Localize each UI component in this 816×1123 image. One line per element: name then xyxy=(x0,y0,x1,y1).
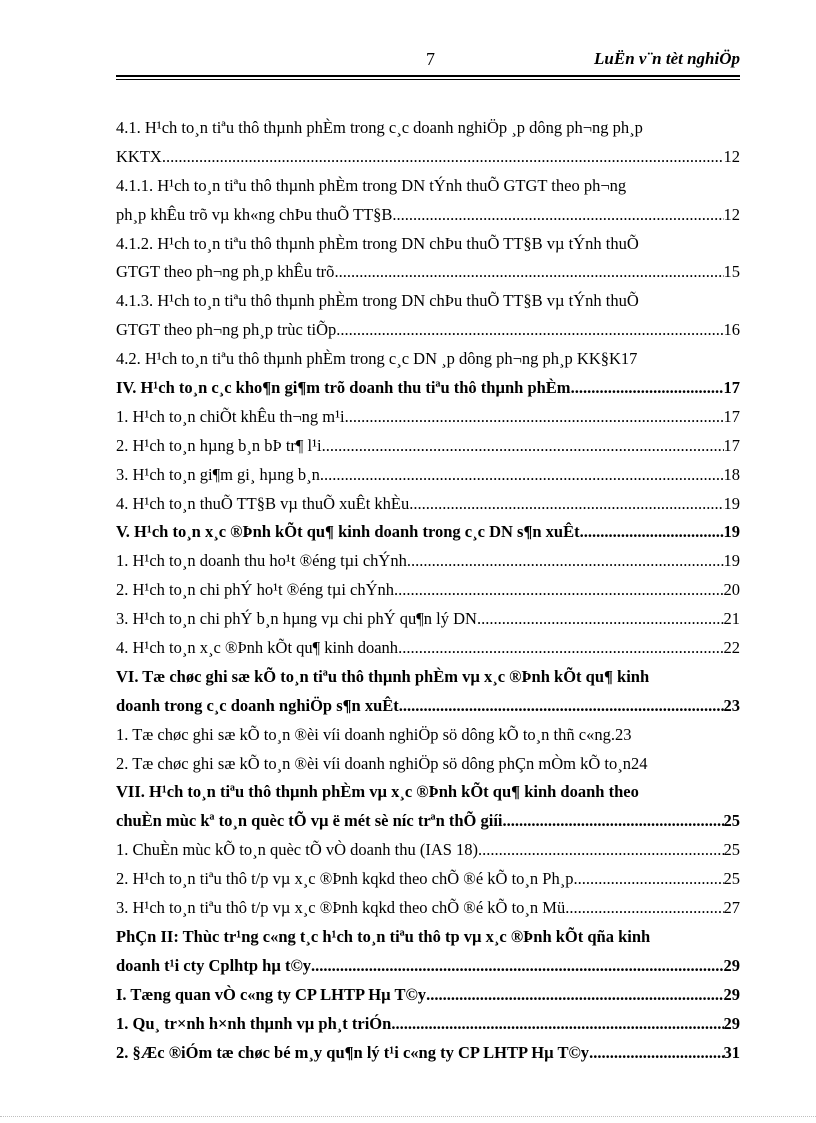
toc-dot-leader xyxy=(639,778,740,807)
toc-dot-leader xyxy=(407,547,724,576)
toc-entry-text: 4.2. H¹ch to¸n tiªu thô thµnh phÈm trong c¸c DN ¸p dông ph¬ng ph¸p KK§K17 xyxy=(116,349,638,369)
toc-entry xyxy=(116,374,740,403)
toc-entry xyxy=(116,663,740,692)
toc-entry-text: PhÇn II: Thùc tr¹ng c«ng t¸c h¹ch to¸n tiªu thô tp vµ x¸c ®Þnh kÕt qña kinh xyxy=(116,926,651,946)
toc-entry-text: 3. H¹ch to¸n tiªu thô t/p vµ x¸c ®Þnh kqkd theo chÕ ®é kÕ to¸n Mü xyxy=(116,898,566,918)
toc-entry-text: 3. H¹ch to¸n gi¶m gi¸ hµng b¸n xyxy=(116,464,320,484)
toc-dot-leader xyxy=(477,605,724,634)
toc-dot-leader xyxy=(322,432,724,461)
toc-dot-leader xyxy=(426,981,723,1010)
toc-dot-leader xyxy=(643,114,740,143)
toc-dot-leader xyxy=(320,461,724,490)
toc-page-number: 12 xyxy=(723,204,740,224)
toc-entry-text: 1. Tæ chøc ghi sæ kÕ to¸n ®èi víi doanh nghiÖp sö dông kÕ to¸n thñ c«ng.23 xyxy=(116,724,632,744)
toc-page-number: 25 xyxy=(723,840,740,860)
toc-entry xyxy=(116,461,740,490)
toc-entry xyxy=(116,345,740,374)
toc-entry xyxy=(116,490,740,519)
toc-entry-text: 1. H¹ch to¸n chiÕt khÊu th¬ng m¹i xyxy=(116,406,345,426)
toc-page-number: 27 xyxy=(723,898,740,918)
toc-entry xyxy=(116,258,740,287)
toc-page-number: 17 xyxy=(723,406,740,426)
toc-page-number: 21 xyxy=(723,609,740,629)
toc-entry xyxy=(116,432,740,461)
toc-dot-leader xyxy=(392,201,723,230)
toc-entry xyxy=(116,605,740,634)
toc-entry-text: 4. H¹ch to¸n x¸c ®Þnh kÕt qu¶ kinh doanh xyxy=(116,638,399,658)
toc-dot-leader xyxy=(391,1010,723,1039)
toc-dot-leader xyxy=(639,230,740,259)
toc-entry xyxy=(116,316,740,345)
toc-entry-text: 2. H¹ch to¸n chi phÝ ho¹t ®éng tµi chÝnh xyxy=(116,580,395,600)
toc-entry xyxy=(116,750,740,779)
toc-page-number: 29 xyxy=(723,984,740,1004)
toc-entry xyxy=(116,1010,740,1039)
toc-page-number: 23 xyxy=(723,695,740,715)
toc-entry-text: V. H¹ch to¸n x¸c ®Þnh kÕt qu¶ kinh doanh trong c¸c DN s¶n xuÊt xyxy=(116,522,580,542)
toc-entry xyxy=(116,952,740,981)
toc-entry xyxy=(116,547,740,576)
toc-page-number: 19 xyxy=(723,493,740,513)
toc-page-number: 19 xyxy=(723,522,740,542)
toc-entry xyxy=(116,230,740,259)
toc-page-number: 18 xyxy=(723,464,740,484)
toc-entry-text: KKTX xyxy=(116,146,162,166)
toc-dot-leader xyxy=(637,345,740,374)
toc-page-number: 17 xyxy=(723,435,740,455)
toc-entry xyxy=(116,172,740,201)
toc-dot-leader xyxy=(589,1039,723,1068)
toc-entry xyxy=(116,576,740,605)
toc-dot-leader xyxy=(631,721,740,750)
toc-entry-text: ph¸p khÊu trõ vµ kh«ng chÞu thuÕ TT§B xyxy=(116,204,393,224)
toc-entry-text: 4.1.1. H¹ch to¸n tiªu thô thµnh phÈm trong DN tÝnh thuÕ GTGT theo ph¬ng xyxy=(116,175,627,195)
toc-entry xyxy=(116,114,740,143)
toc-entry-text: 1. Qu¸ tr×nh h×nh thµnh vµ ph¸t triÓn xyxy=(116,1013,392,1033)
toc-dot-leader xyxy=(573,865,723,894)
toc-entry-text: GTGT theo ph¬ng ph¸p khÊu trõ xyxy=(116,262,335,282)
toc-entry-text: I. Tæng quan vÒ c«ng ty CP LHTP Hµ T©y xyxy=(116,984,427,1004)
toc-entry xyxy=(116,201,740,230)
page-number: 7 xyxy=(426,49,435,69)
header-title: LuËn v¨n tèt nghiÖp xyxy=(594,49,740,68)
toc-entry xyxy=(116,403,740,432)
toc-dot-leader xyxy=(580,518,724,547)
toc-entry-text: 2. H¹ch to¸n tiªu thô t/p vµ x¸c ®Þnh kqkd theo chÕ ®é kÕ to¸n Ph¸p xyxy=(116,869,574,889)
toc-entry-text: 2. Tæ chøc ghi sæ kÕ to¸n ®èi víi doanh nghiÖp sö dông phÇn mÒm kÕ to¸n24 xyxy=(116,753,648,773)
toc-dot-leader xyxy=(311,952,723,981)
toc-page-number: 22 xyxy=(723,638,740,658)
header-rule-thin xyxy=(116,79,740,80)
toc-dot-leader xyxy=(162,143,724,172)
toc-page-number: 15 xyxy=(723,262,740,282)
toc-entry-text: doanh t¹i cty Cplhtp hµ t©y xyxy=(116,955,312,975)
toc-page-number: 31 xyxy=(723,1042,740,1062)
toc-dot-leader xyxy=(334,258,723,287)
toc-entry xyxy=(116,865,740,894)
toc-entry xyxy=(116,287,740,316)
toc-dot-leader xyxy=(478,836,723,865)
toc-entry xyxy=(116,981,740,1010)
table-of-contents xyxy=(116,114,740,1067)
toc-entry xyxy=(116,721,740,750)
toc-entry xyxy=(116,143,740,172)
toc-entry xyxy=(116,778,740,807)
toc-entry xyxy=(116,894,740,923)
toc-page-number: 12 xyxy=(723,146,740,166)
page-header xyxy=(116,46,740,76)
toc-entry-text: 2. §Æc ®iÓm tæ chøc bé m¸y qu¶n lý t¹i c«ng ty CP LHTP Hµ T©y xyxy=(116,1042,590,1062)
toc-dot-leader xyxy=(336,316,723,345)
toc-dot-leader xyxy=(394,576,723,605)
toc-dot-leader xyxy=(503,807,724,836)
toc-page-number: 29 xyxy=(723,1013,740,1033)
toc-entry-text: 1. ChuÈn mùc kÕ to¸n quèc tÕ vÒ doanh thu (IAS 18) xyxy=(116,840,479,860)
toc-entry-text: chuÈn mùc kª to¸n quèc tÕ vµ ë mét sè níc trªn thÕ giíi xyxy=(116,811,503,831)
toc-page-number: 20 xyxy=(723,580,740,600)
toc-entry xyxy=(116,807,740,836)
toc-dot-leader xyxy=(565,894,723,923)
toc-entry-text: 2. H¹ch to¸n hµng b¸n bÞ tr¶ l¹i xyxy=(116,435,322,455)
toc-page-number: 25 xyxy=(723,811,740,831)
toc-page-number: 16 xyxy=(723,320,740,340)
toc-dot-leader xyxy=(399,692,724,721)
toc-dot-leader xyxy=(650,923,740,952)
toc-entry-text: doanh trong c¸c doanh nghiÖp s¶n xuÊt xyxy=(116,695,399,715)
toc-entry-text: 4.1.2. H¹ch to¸n tiªu thô thµnh phÈm trong DN chÞu thuÕ TT§B vµ tÝnh thuÕ xyxy=(116,233,639,253)
toc-dot-leader xyxy=(626,172,740,201)
toc-page-number: 29 xyxy=(723,955,740,975)
toc-page-number: 17 xyxy=(723,378,740,398)
toc-dot-leader xyxy=(409,490,723,519)
toc-entry xyxy=(116,1039,740,1068)
toc-dot-leader xyxy=(571,374,724,403)
toc-entry-text: 4. H¹ch to¸n thuÕ TT§B vµ thuÕ xuÊt khÈu xyxy=(116,493,410,513)
header-rule-thick xyxy=(116,75,740,77)
toc-page-number: 25 xyxy=(723,869,740,889)
page-bottom-rule xyxy=(0,1116,816,1117)
toc-dot-leader xyxy=(398,634,723,663)
toc-dot-leader xyxy=(639,287,740,316)
toc-dot-leader xyxy=(649,663,740,692)
toc-entry-text: GTGT theo ph¬ng ph¸p trùc tiÕp xyxy=(116,320,337,340)
toc-entry xyxy=(116,923,740,952)
toc-entry xyxy=(116,634,740,663)
toc-entry-text: VII. H¹ch to¸n tiªu thô thµnh phÈm vµ x¸c ®Þnh kÕt qu¶ kinh doanh theo xyxy=(116,782,639,802)
toc-entry-text: IV. H¹ch to¸n c¸c kho¶n gi¶m trõ doanh thu tiªu thô thµnh phÈm xyxy=(116,378,571,398)
toc-page-number: 19 xyxy=(723,551,740,571)
toc-entry xyxy=(116,836,740,865)
toc-dot-leader xyxy=(648,750,740,779)
toc-dot-leader xyxy=(345,403,724,432)
toc-entry-text: 4.1. H¹ch to¸n tiªu thô thµnh phÈm trong c¸c doanh nghiÖp ¸p dông ph¬ng ph¸p xyxy=(116,118,643,137)
toc-entry-text: 3. H¹ch to¸n chi phÝ b¸n hµng vµ chi phÝ qu¶n lý DN xyxy=(116,609,477,629)
toc-entry-text: VI. Tæ chøc ghi sæ kÕ to¸n tiªu thô thµnh phÈm vµ x¸c ®Þnh kÕt qu¶ kinh xyxy=(116,666,650,686)
toc-entry-text: 1. H¹ch to¸n doanh thu ho¹t ®éng tµi chÝnh xyxy=(116,551,407,571)
toc-entry-text: 4.1.3. H¹ch to¸n tiªu thô thµnh phÈm trong DN chÞu thuÕ TT§B vµ tÝnh thuÕ xyxy=(116,291,639,311)
toc-entry xyxy=(116,518,740,547)
toc-entry xyxy=(116,692,740,721)
